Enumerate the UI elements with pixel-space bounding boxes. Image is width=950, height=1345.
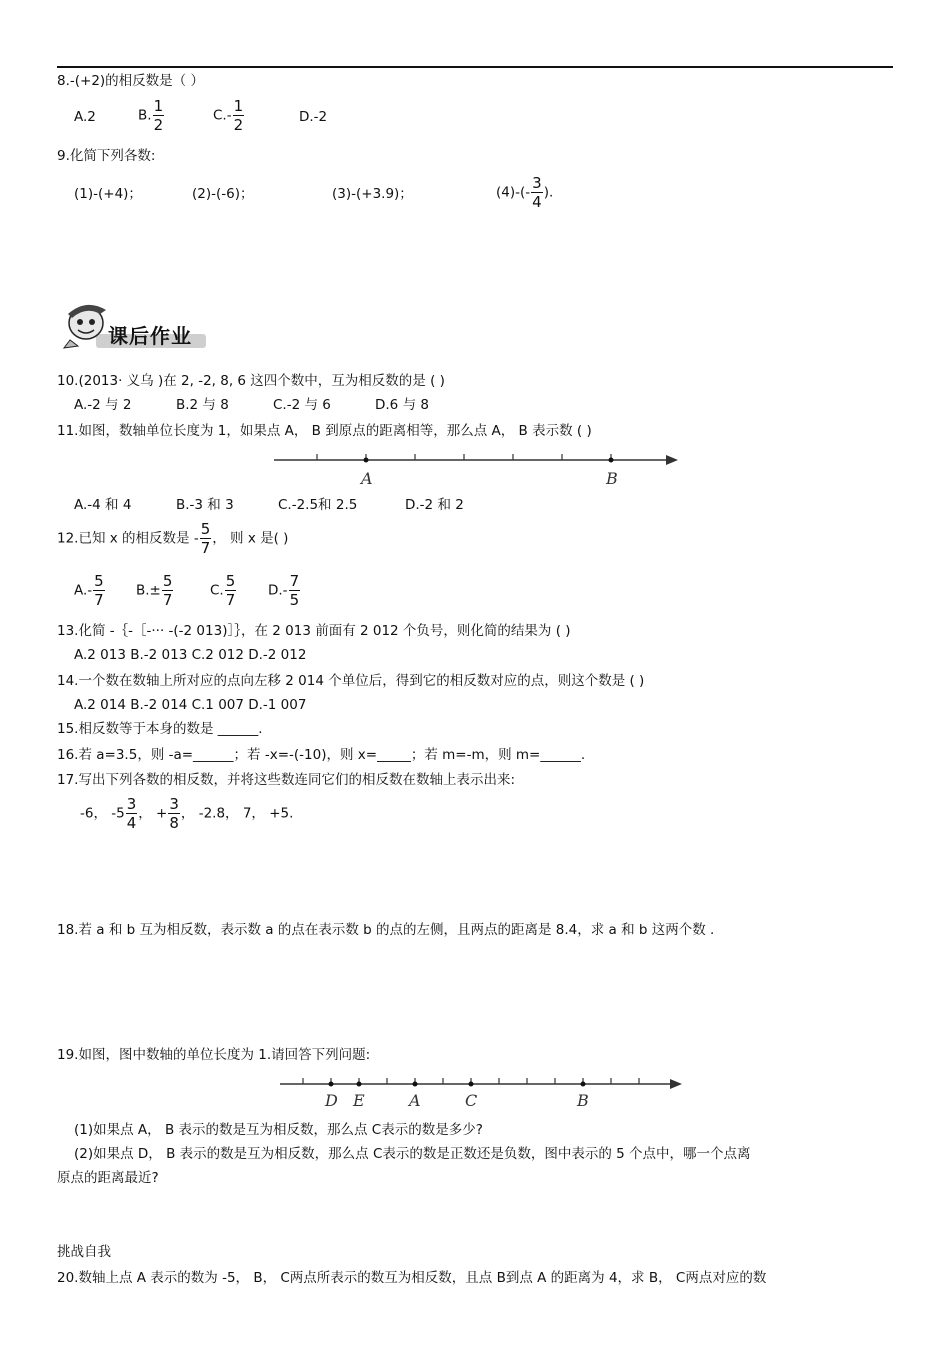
fraction: $\frac{5}{7}$ [94,572,104,609]
point-d [329,1082,334,1087]
top-rule [57,66,893,68]
axis-label-b: B [577,1091,589,1110]
axis-label-e: E [353,1091,365,1110]
question-9-stem: 9.化简下列各数: [57,148,156,164]
q8-option-c-prefix: C.- [213,107,232,124]
question-8-stem: 8.-(+2)的相反数是（ ） [57,73,204,89]
point-a [413,1082,418,1087]
q10-option-d: D.6 与 8 [375,397,429,413]
q9-part-2: (2)-(-6)； [192,186,254,202]
q8-option-d: D.-2 [299,109,328,125]
q8-option-b-prefix: B. [138,107,152,124]
question-20-stem: 20.数轴上点 A 表示的数为 -5， B， C两点所表示的数互为相反数，且点 B到点 A 的距离为 4，求 B， C两点对应的数 [57,1270,767,1286]
question-11-stem: 11.如图，数轴单位长度为 1，如果点 A， B 到原点的距离相等，那么点 A， B 表示数 ( ) [57,423,592,439]
fraction: $\frac{7}{5}$ [289,572,300,609]
fraction: $\frac{5}{7}$ [225,572,236,609]
q19-sub-2-line-1: (2)如果点 D， B 表示的数是互为相反数，那么点 C表示的数是正数还是负数，图中表示的 5 个点中，哪一个点离 [74,1146,751,1162]
number-line-q19 [276,1072,686,1112]
question-19-stem: 19.如图，图中数轴的单位长度为 1.请回答下列问题: [57,1047,371,1063]
fraction: $\frac{5}{7}$ [162,572,173,609]
q17-numbers: -6， -5 $\frac{3}{4}$ ， + $\frac{3}{8}$ ， -2.8， 7， +5. [80,795,294,832]
q19-sub-1: (1)如果点 A， B 表示的数是互为相反数，那么点 C表示的数是多少? [74,1122,483,1138]
q8-option-a: A.2 [74,109,96,125]
challenge-heading: 挑战自我 [57,1244,111,1260]
question-16-stem: 16.若 a=3.5，则 -a=______；若 -x=-(-10)，则 x=_____；若 m=-m，则 m=______. [57,747,586,763]
question-10-stem: 10.(2013· 义乌 )在 2, -2, 8, 6 这四个数中，互为相反数的是 ( ) [57,373,445,389]
section-banner [56,296,208,354]
q9-part-1: (1)-(+4)； [74,186,142,202]
arrow-right-icon [670,1079,682,1089]
question-17-stem: 17.写出下列各数的相反数，并将这些数连同它们的相反数在数轴上表示出来: [57,772,516,788]
q9-part-4: (4)-(- $\frac{3}{4}$ ). [496,174,554,211]
fraction: $\frac{3}{4}$ [126,795,137,832]
axis-label-b: B [606,469,618,488]
axis-label-a: A [361,469,373,488]
q10-option-c: C.-2 与 6 [273,397,331,413]
q19-sub-2-line-2: 原点的距离最近? [57,1170,159,1186]
point-c [469,1082,474,1087]
q12-option-d: D.- $\frac{7}{5}$ [268,572,300,609]
point-e [357,1082,362,1087]
axis-label-d: D [325,1091,338,1110]
fraction: $\frac{1}{2}$ [153,97,164,134]
q9-part-3: (3)-(+3.9)； [332,186,413,202]
q8-option-b [138,97,165,134]
point-b [581,1082,586,1087]
q13-options: A.2 013 B.-2 013 C.2 012 D.-2 012 [74,647,307,663]
q12-option-b: B.± $\frac{5}{7}$ [136,572,173,609]
question-13-stem: 13.化简 -｛-［-··· -(-2 013)］｝，在 2 013 前面有 2 012 个负号，则化简的结果为 ( ) [57,623,571,639]
question-14-stem: 14.一个数在数轴上所对应的点向左移 2 014 个单位后，得到它的相反数对应的点，则这个数是 ( ) [57,673,645,689]
q12-option-c: C. $\frac{5}{7}$ [210,572,236,609]
question-15-stem: 15.相反数等于本身的数是 ______. [57,721,263,737]
q11-option-b: B.-3 和 3 [176,497,234,513]
section-banner-title: 课后作业 [108,324,192,348]
fraction: $\frac{5}{7}$ [200,520,211,557]
point-a [364,458,369,463]
axis-label-a: A [409,1091,421,1110]
q10-option-b: B.2 与 8 [176,397,229,413]
q14-options: A.2 014 B.-2 014 C.1 007 D.-1 007 [74,697,307,713]
q11-option-c: C.-2.5和 2.5 [278,497,358,513]
q11-option-d: D.-2 和 2 [405,497,464,513]
fraction: $\frac{3}{4}$ [532,174,542,211]
q12-option-a: A.- $\frac{5}{7}$ [74,572,104,609]
point-b [609,458,614,463]
number-line-q11 [270,448,682,490]
axis-label-c: C [465,1091,478,1110]
arrow-right-icon [666,455,678,465]
fraction: $\frac{1}{2}$ [233,97,244,134]
q11-option-a: A.-4 和 4 [74,497,132,513]
question-12-stem: 12.已知 x 的相反数是 - $\frac{5}{7}$ ， 则 x 是( ) [57,520,289,557]
q8-option-c [213,97,245,134]
question-18-stem: 18.若 a 和 b 互为相反数，表示数 a 的点在表示数 b 的点的左侧，且两点的距离是 8.4，求 a 和 b 这两个数 . [57,922,715,938]
fraction: $\frac{3}{8}$ [169,795,179,832]
q10-option-a: A.-2 与 2 [74,397,132,413]
